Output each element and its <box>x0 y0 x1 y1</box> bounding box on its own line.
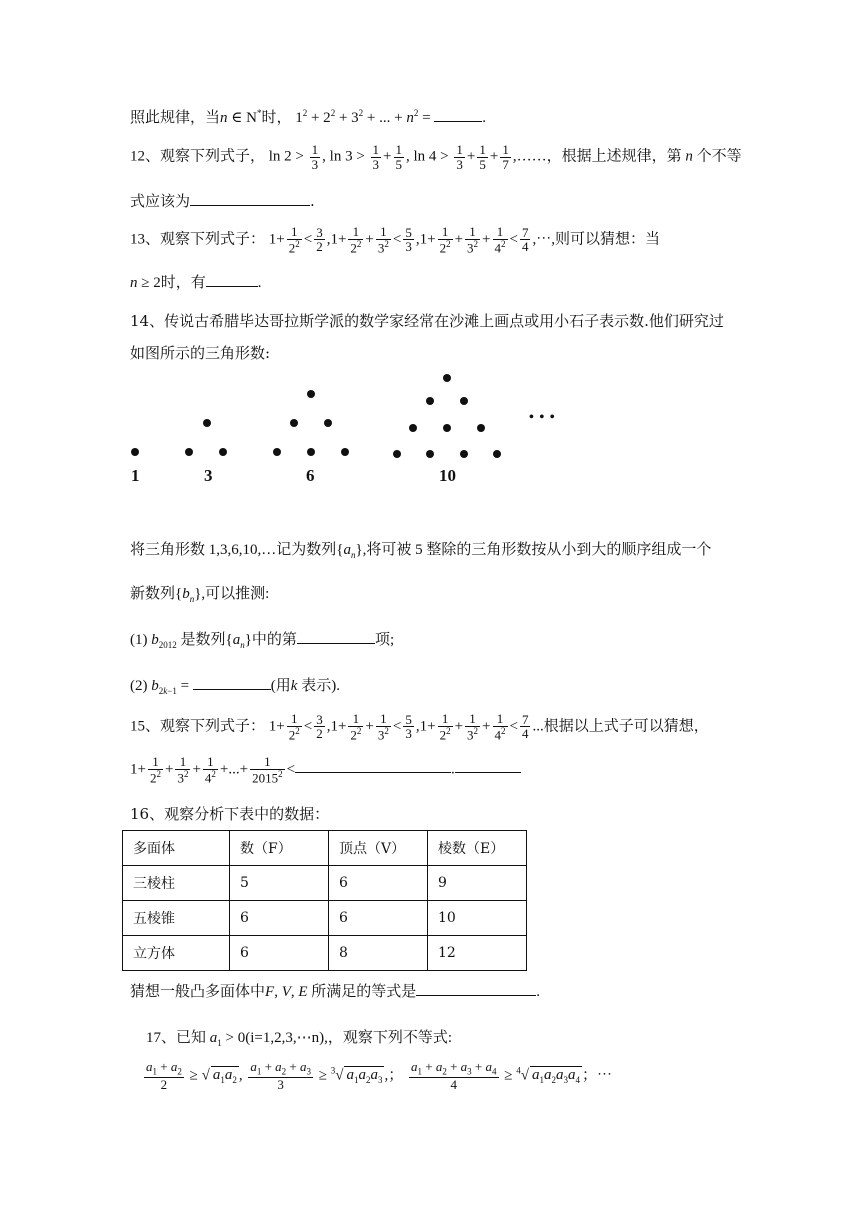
dot <box>219 448 227 456</box>
table-cell: 12 <box>428 936 527 971</box>
answer-blank[interactable] <box>193 688 271 690</box>
q14-para2: 新数列$\{b_n\}$,可以推测: <box>130 586 270 604</box>
table-cell: 五棱锥 <box>123 901 230 936</box>
table-row <box>123 901 527 936</box>
table-row <box>123 866 527 901</box>
table-cell: 6 <box>329 901 428 936</box>
dot <box>426 450 434 458</box>
dot <box>443 424 451 432</box>
q14-line1: 14、传说古希腊毕达哥拉斯学派的数学家经常在沙滩上画点或用小石子表示数.他们研究过 <box>130 312 724 330</box>
q15-line2: 1+ $\frac{1}{2^2}$ + $\frac{1}{3^2}$ + $\frac{1}{4^2}$ +...+ $\frac{1}{2015^2}$ < . <box>130 755 521 785</box>
dot <box>477 424 485 432</box>
dot <box>307 390 315 398</box>
dot <box>460 397 468 405</box>
dot <box>409 424 417 432</box>
table-row <box>123 936 527 971</box>
dot <box>203 419 211 427</box>
dot <box>426 397 434 405</box>
q17-line2: $\frac{a_1 + a_2}{2}$ ≥ √ $a_1a_2$ , $\frac{a_1 + a_2 + a_3}{3}$ ≥ $^3$√ $a_1a_2a_3$ ,； $\frac{a_1 + a_2 + a_3 + a_4}{4}$ ≥ $^4$√ $a_1a_2a_3a_4$ ；⋯ <box>146 1059 612 1093</box>
table-header-cell: 多面体 <box>123 831 230 866</box>
table-cell: 5 <box>230 866 329 901</box>
answer-blank[interactable] <box>190 204 310 206</box>
q13-line2: n ≥ 2时，有 . <box>130 275 262 291</box>
q17-line1: 17、已知 $a_1$ > 0(i=1,2,3,⋯n),，观察下列不等式: <box>146 1030 453 1048</box>
table-cell: 三棱柱 <box>123 866 230 901</box>
dot <box>341 448 349 456</box>
dot <box>131 448 139 456</box>
table-header-cell: 棱数（E） <box>428 831 527 866</box>
dot <box>324 419 332 427</box>
table-cell: 立方体 <box>123 936 230 971</box>
table-cell: 10 <box>428 901 527 936</box>
table-cell: 9 <box>428 866 527 901</box>
table-cell: 6 <box>230 901 329 936</box>
answer-blank[interactable] <box>295 771 451 773</box>
q14-line2: 如图所示的三角形数: <box>130 344 271 362</box>
table-cell: 8 <box>329 936 428 971</box>
q14-para1: 将三角形数 1,3,6,10,…记为数列$\{a_n\}$,将可被 5 整除的三角形数按从小到大的顺序组成一个 <box>130 542 712 560</box>
q12-line1: 12、观察下列式子， ln 2 > $\frac{1}{3}$ , ln 3 > $\frac{1}{3}$ + $\frac{1}{5}$ , ln 4 > $\frac{1}{3}$ + $\frac{1}{5}$ + $\frac{1}{7}$ ,……，根据上述规律，第 n 个不等 <box>130 142 742 172</box>
table-header-cell: 顶点（V） <box>329 831 428 866</box>
table-cell: 6 <box>329 866 428 901</box>
q13-line1: 13、观察下列式子： 1+ $\frac{1}{2^2}$ < $\frac{3}{2}$ ,1+ $\frac{1}{2^2}$ + $\frac{1}{3^2}$ < $\frac{5}{3}$ ,1+ $\frac{1}{2^2}$ + $\frac{1}{3^2}$ + $\frac{1}{4^2}$ < $\frac{7}{4}$ ,⋯,则可以猜想：当 <box>130 224 661 255</box>
answer-blank[interactable] <box>297 642 375 644</box>
data-table <box>122 830 527 971</box>
dot <box>307 448 315 456</box>
label-3: 3 <box>204 466 213 485</box>
q14-sub2: (2) $b_{2k-1}$ = (用k 表示). <box>130 678 340 696</box>
label-10: 10 <box>439 466 456 485</box>
ellipsis: • • • <box>529 410 556 425</box>
q16-title: 16、观察分析下表中的数据： <box>130 805 330 823</box>
q11-tail: 照此规律，当n ∈ N*时， $1^2 + 2^2 + 3^2$ + ... + $n^2$ = . <box>130 108 487 126</box>
label-1: 1 <box>131 466 140 485</box>
dot <box>493 450 501 458</box>
dot <box>185 448 193 456</box>
dot <box>290 419 298 427</box>
q16-guess: 猜想一般凸多面体中F, V, E 所满足的等式是 . <box>130 984 541 1000</box>
q15-line1: 15、观察下列式子： 1+ $\frac{1}{2^2}$ < $\frac{3}{2}$ ,1+ $\frac{1}{2^2}$ + $\frac{1}{3^2}$ < $\frac{5}{3}$ ,1+ $\frac{1}{2^2}$ + $\frac{1}{3^2}$ + $\frac{1}{4^2}$ < $\frac{7}{4}$ ...根据以上式子可以猜想， <box>130 711 709 742</box>
table-header-row <box>123 831 527 866</box>
table-cell: 6 <box>230 936 329 971</box>
q14-sub1: (1) $b_{2012}$ 是数列$\{a_n\}$中的第 项; <box>130 632 395 650</box>
dot <box>393 450 401 458</box>
dot <box>273 448 281 456</box>
answer-blank[interactable] <box>206 285 258 287</box>
answer-blank[interactable] <box>416 994 536 996</box>
extra-blank <box>455 771 521 773</box>
dot <box>460 450 468 458</box>
table-header-cell: 数（F） <box>230 831 329 866</box>
label-6: 6 <box>306 466 315 485</box>
dot <box>443 374 451 382</box>
q12-line2: 式应该为 . <box>130 192 315 210</box>
answer-blank[interactable] <box>434 120 482 122</box>
